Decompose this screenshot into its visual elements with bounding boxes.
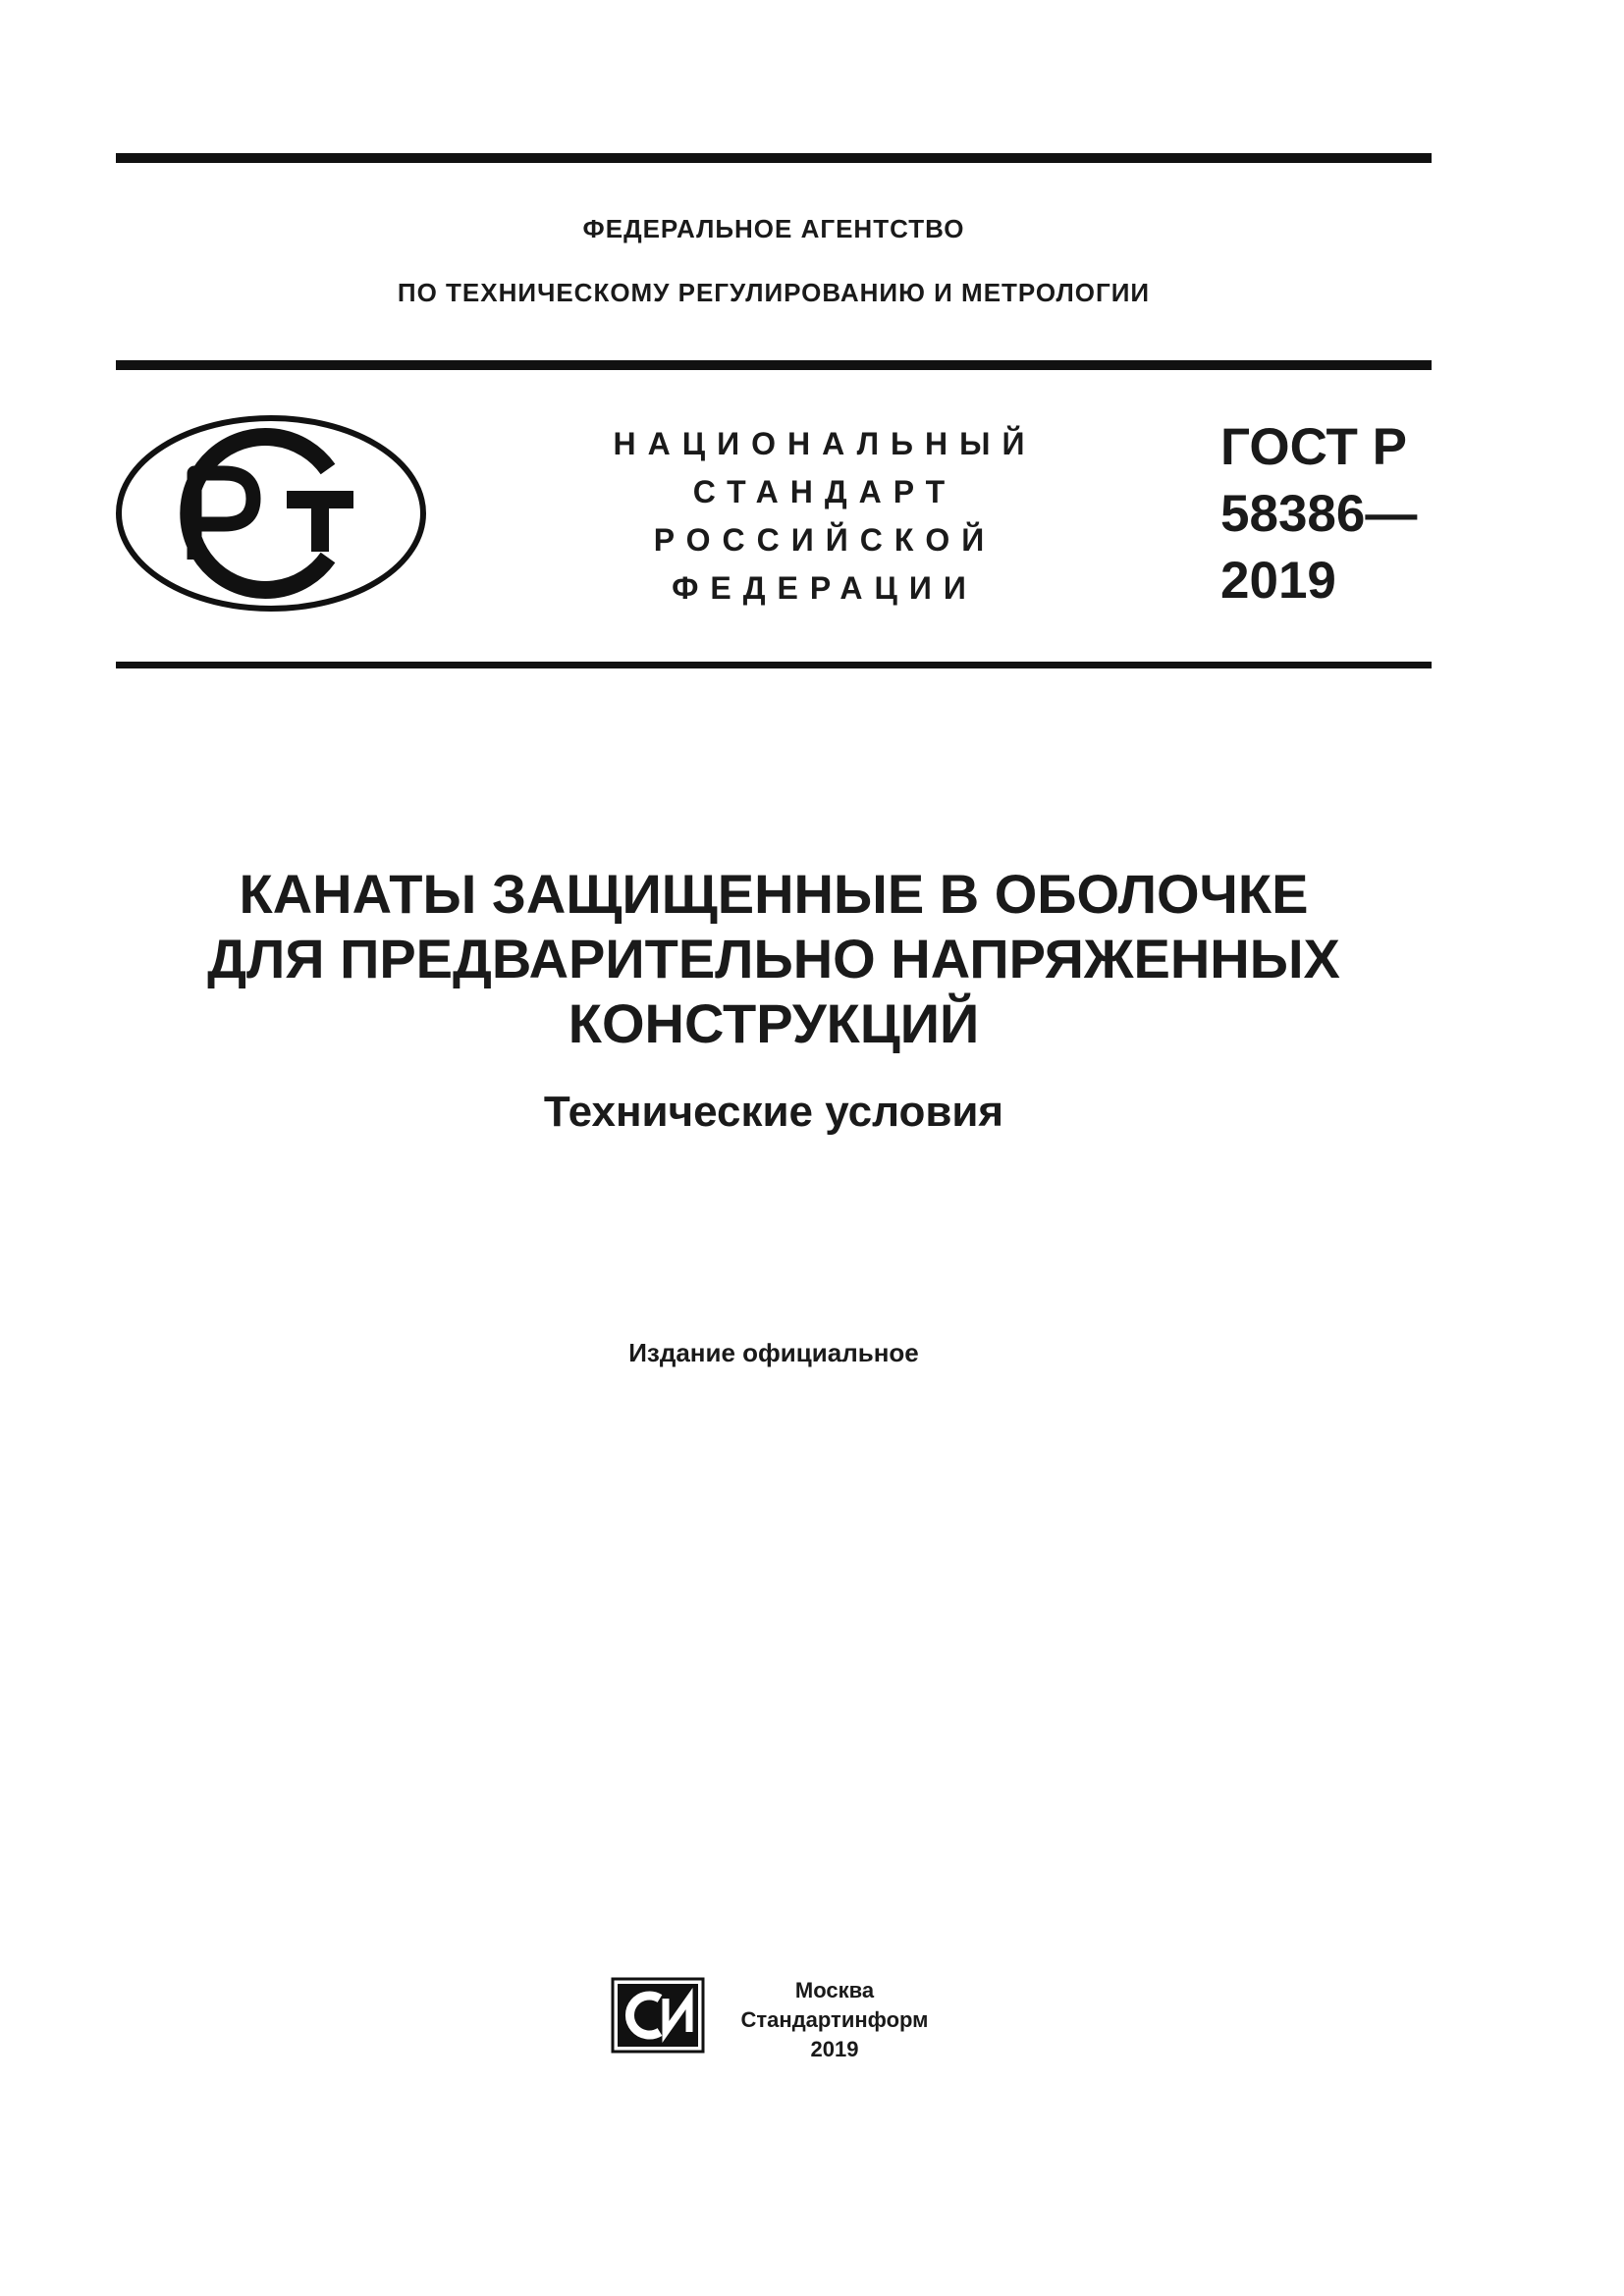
document-title: [116, 862, 1432, 1056]
document-subtitle: Технические условия: [543, 1088, 1004, 1136]
standard-block-bottom-rule: [116, 662, 1432, 668]
title-line: ДЛЯ ПРЕДВАРИТЕЛЬНО НАПРЯЖЕННЫХ: [207, 928, 1340, 989]
gost-line: 2019: [1220, 552, 1336, 610]
header-bottom-rule: [116, 360, 1432, 370]
title-line: КОНСТРУКЦИЙ: [568, 992, 980, 1054]
national-line: НАЦИОНАЛЬНЫЙ: [613, 426, 1037, 461]
rst-logo-icon: [114, 412, 428, 614]
standartinform-logo-icon: [611, 1977, 705, 2054]
publisher-city: Москва: [794, 1978, 875, 2002]
edition-label: Издание официальное: [628, 1338, 919, 1367]
publisher-block: [717, 1976, 952, 2064]
national-line: ФЕДЕРАЦИИ: [672, 570, 978, 606]
agency-name-line-1: ФЕДЕРАЛЬНОЕ АГЕНТСТВО: [582, 214, 965, 243]
publication-year: 2019: [810, 2037, 859, 2061]
top-rule: [116, 153, 1432, 163]
gost-line: 58386—: [1220, 485, 1418, 543]
national-line: СТАНДАРТ: [692, 474, 957, 509]
title-line: КАНАТЫ ЗАЩИЩЕННЫЕ В ОБОЛОЧКЕ: [239, 863, 1309, 925]
publisher-name: Стандартинформ: [740, 2007, 929, 2032]
gost-line: ГОСТ Р: [1220, 418, 1407, 476]
national-line: РОССИЙСКОЙ: [653, 522, 997, 558]
national-standard-label: [569, 420, 1080, 613]
gost-designation: [1220, 414, 1417, 614]
agency-name-line-2: ПО ТЕХНИЧЕСКОМУ РЕГУЛИРОВАНИЮ И МЕТРОЛОГИИ: [397, 278, 1151, 307]
